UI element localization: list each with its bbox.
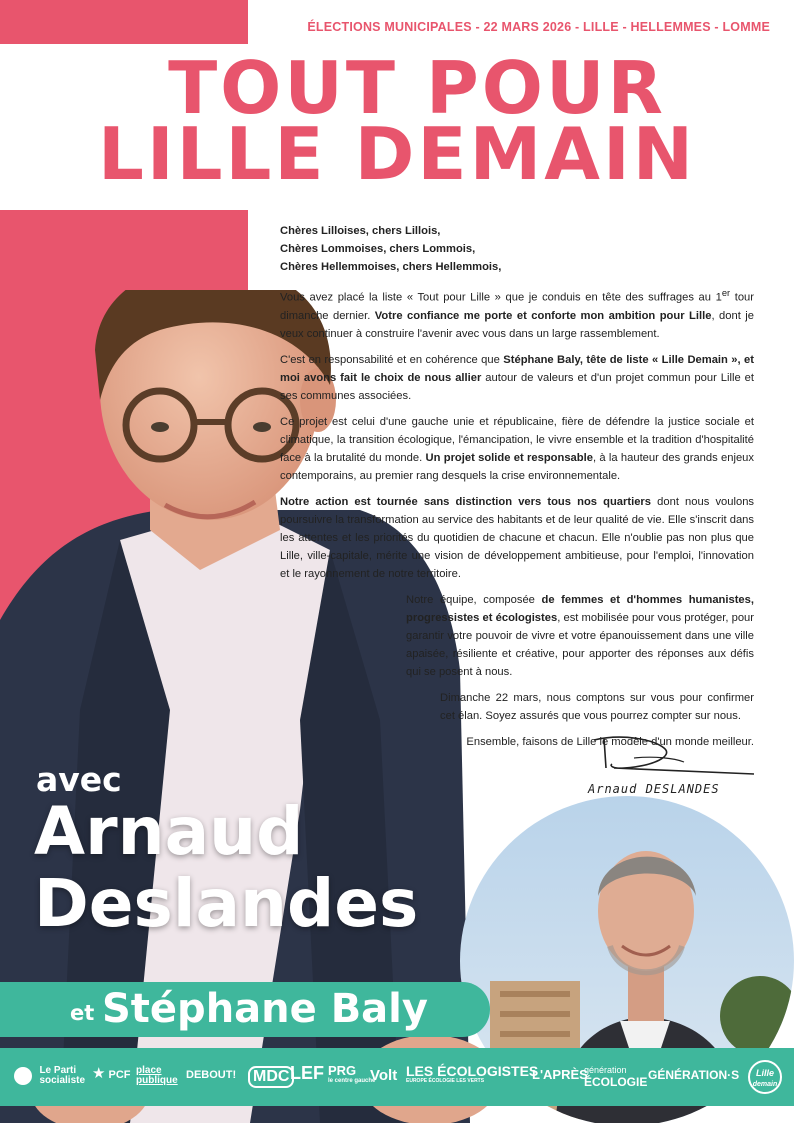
text: autour de valeurs et d'un projet commun pour Lille et ses communes associées. xyxy=(280,371,755,402)
superscript: er xyxy=(721,288,731,298)
headline-line-2: LILLE DEMAIN xyxy=(97,112,697,196)
text: Ce projet est celui d'une gauche unie et républicaine, fière de défendre la justice sociale et climatique, la transition écologique, l'émancipation, le vivre ensemble et la tradition d'hospitalité face à la brutalité du monde. xyxy=(280,415,754,464)
candidate-last-name: Deslandes xyxy=(34,865,419,942)
headline xyxy=(0,46,794,196)
logo-text: EUROPE ÉCOLOGIE LES VERTS xyxy=(406,1078,485,1084)
bold-text: de femmes et d'hommes humanistes, progressistes et écologistes xyxy=(406,593,754,624)
text: dont nous voulons poursuivre la transformation au service des habitants et de leur qualité de vie. Elle s'inscrit dans les attentes et les priorités du quotidien de chacune et chacun. Elle n'oublie pas non plus que Lille, ville-capitale, mérite une vision de développement ambitieuse, pour l'emploi, l'innovation et le rayonnement de notre territoire. xyxy=(280,495,755,580)
bold-text: Stéphane Baly, tête de liste « Lille Demain », et moi avons fait le choix de nous allier xyxy=(280,353,754,384)
logo-text: PRG xyxy=(328,1063,357,1078)
logo-lapres: L'APRÈS xyxy=(532,1067,588,1082)
letter-paragraph-7: Ensemble, faisons de Lille le modèle d'un monde meilleur. xyxy=(466,735,754,748)
logo-place-publique xyxy=(136,1066,178,1086)
avec-label: avec xyxy=(36,760,122,799)
letter-paragraph-6: Dimanche 22 mars, nous comptons sur vous pour confirmer cet élan. Soyez assurés que vous pourrez compter sur nous. xyxy=(440,691,754,722)
bold-text: Un projet solide et responsable xyxy=(425,451,593,464)
text: , à la hauteur des grands enjeux contemporains, au premier rang desquels la crise environnementale. xyxy=(280,451,754,482)
logo-generations: GÉNÉRATION·S xyxy=(648,1068,740,1082)
logo-prg xyxy=(328,1063,376,1086)
logo-text: ÉCOLOGIE xyxy=(584,1075,648,1089)
rose-icon xyxy=(14,1067,32,1085)
logo-text: place xyxy=(136,1065,162,1076)
text: tour dimanche dernier. xyxy=(280,291,754,322)
logo-volt: Volt xyxy=(370,1067,398,1084)
logo-parti-socialiste xyxy=(14,1066,85,1086)
letter-paragraph-4 xyxy=(280,493,754,583)
letter-paragraph-2 xyxy=(280,351,754,405)
logo-text: demain xyxy=(752,1081,778,1088)
letter xyxy=(280,222,754,759)
logo-lille-demain xyxy=(748,1060,782,1094)
logo-text: socialiste xyxy=(39,1075,86,1086)
text: Notre équipe, composée xyxy=(406,593,542,606)
logo-text: génération xyxy=(584,1065,627,1075)
logo-pcf xyxy=(92,1066,131,1081)
text: Vous avez placé la liste « Tout pour Lille » que je conduis en tête des suffrages au 1 xyxy=(280,291,722,304)
logo-lef: LEF xyxy=(290,1063,324,1083)
star-icon: ★ xyxy=(92,1065,106,1082)
greeting-line: Chères Hellemmoises, chers Hellemmois, xyxy=(280,261,502,273)
letter-greetings xyxy=(280,222,754,276)
logo-text: Le Parti xyxy=(39,1065,77,1076)
bold-text: Notre action est tournée sans distinction vers tous nos quartiers xyxy=(280,495,652,508)
letter-paragraph-3 xyxy=(280,413,754,485)
logo-mdc: MDC xyxy=(248,1066,294,1088)
letter-paragraph-1 xyxy=(280,284,754,343)
pink-band-top xyxy=(0,0,248,44)
logo-text: publique xyxy=(136,1075,178,1086)
text: , dont je veux continuer à construire l'avenir avec vous dans un large rassemblement. xyxy=(280,309,754,340)
text: , est mobilisée pour vous protéger, pour garantir votre pouvoir de vivre et votre épanouissement dans une ville apaisée, résiliente et créative, pour apporter des réponses aux défis qui se posent à nous. xyxy=(406,611,755,678)
partner-name: Stéphane Baly xyxy=(102,986,428,1032)
logo-text: LES ÉCOLOGISTES xyxy=(406,1063,539,1079)
greeting-line: Chères Lilloises, chers Lillois, xyxy=(280,225,441,237)
candidate-first-name: Arnaud xyxy=(34,793,304,870)
logo-text: Lille xyxy=(755,1068,774,1078)
headline-line-1: TOUT POUR xyxy=(168,46,666,130)
logo-generation-ecologie xyxy=(584,1064,647,1088)
logo-les-ecologistes xyxy=(406,1063,539,1086)
letter-paragraph-5 xyxy=(406,591,754,681)
election-line: ÉLECTIONS MUNICIPALES - 22 MARS 2026 - LILLE - HELLEMMES - LOMME xyxy=(307,20,770,34)
bold-text: Votre confiance me porte et conforte mon ambition pour Lille xyxy=(374,309,712,322)
candidate-name xyxy=(34,793,419,942)
text: C'est en responsabilité et en cohérence que xyxy=(280,353,504,366)
et-label: et xyxy=(70,1001,95,1025)
greeting-line: Chères Lommoises, chers Lommois, xyxy=(280,243,476,255)
signature-name: Arnaud DESLANDES xyxy=(588,782,720,796)
logo-text: PCF xyxy=(108,1069,131,1081)
logo-debout: DEBOUT! xyxy=(186,1069,237,1081)
logo-text: le centre gauche xyxy=(328,1078,376,1084)
